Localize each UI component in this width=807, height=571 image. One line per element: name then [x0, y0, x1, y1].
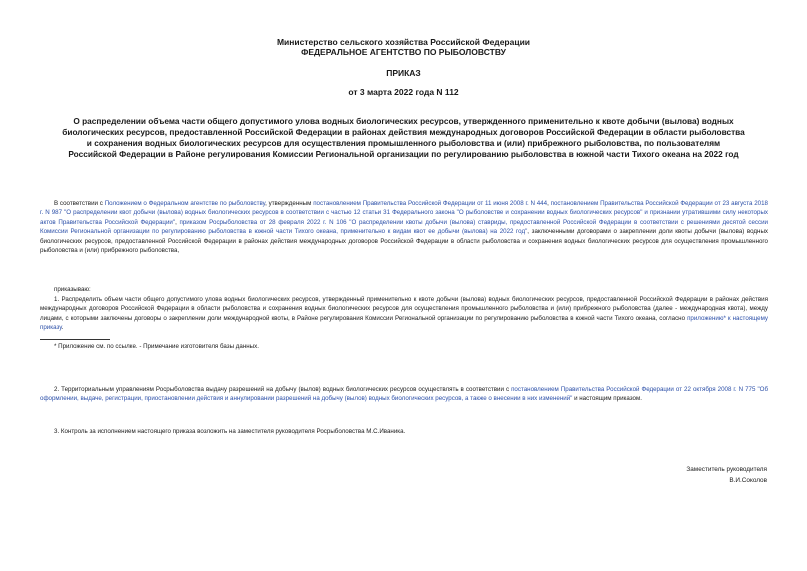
link-appendix[interactable]: приложению* к настоящему приказу	[40, 314, 768, 332]
item-1-text-end: .	[61, 324, 64, 332]
item-3-paragraph: 3. Контроль за исполнением настоящего приказа возложить на заместителя руководителя Росрыболовства М.С.Иваника.	[54, 428, 406, 435]
link-decree-987[interactable]: постановлением Правительства Российской Федерации от 23 августа 2018 г. N 987 "О распределении квот добычи (вылова) водных биологических ресурсов в соответствии с частью 12 статьи 31 Федерального закона "О рыболовстве и сохранении водных биологических ресурсов" и признании утратившими силу некоторых актов Правительства Российской Федерации"	[40, 200, 768, 226]
order-word: приказываю:	[54, 286, 91, 293]
intro-text-5: , заключенными договорами о закреплении доли квоты добычи (вылова) водных биологических ресурсов, предоставленной Российской Федерации в районах действия международных договоров Российской Федерации в области рыболовства и сохранения водных биологических ресурсов для осуществления промышленного рыболовства и (или) прибрежного рыболовства,	[40, 228, 768, 255]
footnote: * Приложение см. по ссылке. - Примечание изготовителя базы данных.	[54, 343, 259, 350]
intro-text-1: В соответствии с	[54, 200, 105, 207]
intro-text-3: ,	[547, 200, 551, 207]
item-2-paragraph	[40, 385, 768, 404]
intro-paragraph	[40, 199, 768, 255]
item-2-text-end: и настоящим приказом.	[572, 395, 642, 403]
document-title: О распределении объема части общего допустимого улова водных биологических ресурсов, утвержденного применительно к квоте добычи (вылова) водных биологических ресурсов, предоставленной Российской Федерации в районах действия международных договоров Российской Федерации в области рыболовства и сохранения водных биологических ресурсов для осуществления промышленного рыболовства и (или) прибрежного рыболовства, по пользователям Российской Федерации в Районе регулирования Комиссии Региональной организации по регулированию рыболовства в южной части Тихого океана на 2022 год	[62, 116, 745, 159]
link-order-106[interactable]: приказом Росрыболовства от 28 февраля 2022 г. N 106 "О распределении квоты добычи (вылова) ставриды, предоставленной Российской Федерации в соответствии с решениями десятой сессии Комиссии Региональной организации по регулированию рыболовства в южной части Тихого океана, применительно к видам квот ее добычи (вылова) на 2022 год"	[40, 218, 768, 236]
signatory-name: В.И.Соколов	[729, 477, 767, 484]
item-1-text: 1. Распределить объем части общего допустимого улова водных биологических ресурсов, утвержденный применительно к квоте добычи (вылова) водных биологических ресурсов, предоставленной Российской Федерации в районах действия международных договоров Российской Федерации в области рыболовства и сохранения водных биологических ресурсов для осуществления промышленного рыболовства и (или) прибрежного рыболовства (далее - международная квота), между лицами, с которыми заключены договоры о закреплении доли международной квоты, в Районе регулирования Комиссии Региональной организации по регулированию рыболовства в южной части Тихого океана, согласно	[40, 296, 768, 322]
intro-text-2: , утвержденным	[265, 200, 314, 207]
link-decree-775[interactable]: постановлением Правительства Российской Федерации от 22 октября 2008 г. N 775 "Об оформлении, выдаче, регистрации, приостановлении действия и аннулировании разрешений на добычу (вылов) водных биологических ресурсов, а также о внесении в них изменений"	[40, 386, 769, 403]
document-date: от 3 марта 2022 года N 112	[348, 87, 459, 97]
item-2-text: 2. Территориальным управлениям Росрыболовства выдачу разрешений на добычу (вылов) водных биологических ресурсов осуществлять в соответствии с	[54, 386, 512, 393]
link-regulation-agency[interactable]: Положением о Федеральном агентстве по рыболовству	[104, 200, 266, 207]
agency-name: ФЕДЕРАЛЬНОЕ АГЕНТСТВО ПО РЫБОЛОВСТВУ	[301, 47, 506, 57]
link-decree-444[interactable]: постановлением Правительства Российской Федерации от 11 июня 2008 г. N 444	[313, 200, 548, 207]
ministry-name: Министерство сельского хозяйства Российской Федерации	[276, 37, 531, 47]
document-type: ПРИКАЗ	[386, 68, 421, 78]
intro-text-4: ,	[175, 218, 180, 226]
item-1-paragraph	[40, 295, 768, 333]
footnote-divider	[40, 339, 110, 340]
signatory-position: Заместитель руководителя	[686, 466, 767, 473]
